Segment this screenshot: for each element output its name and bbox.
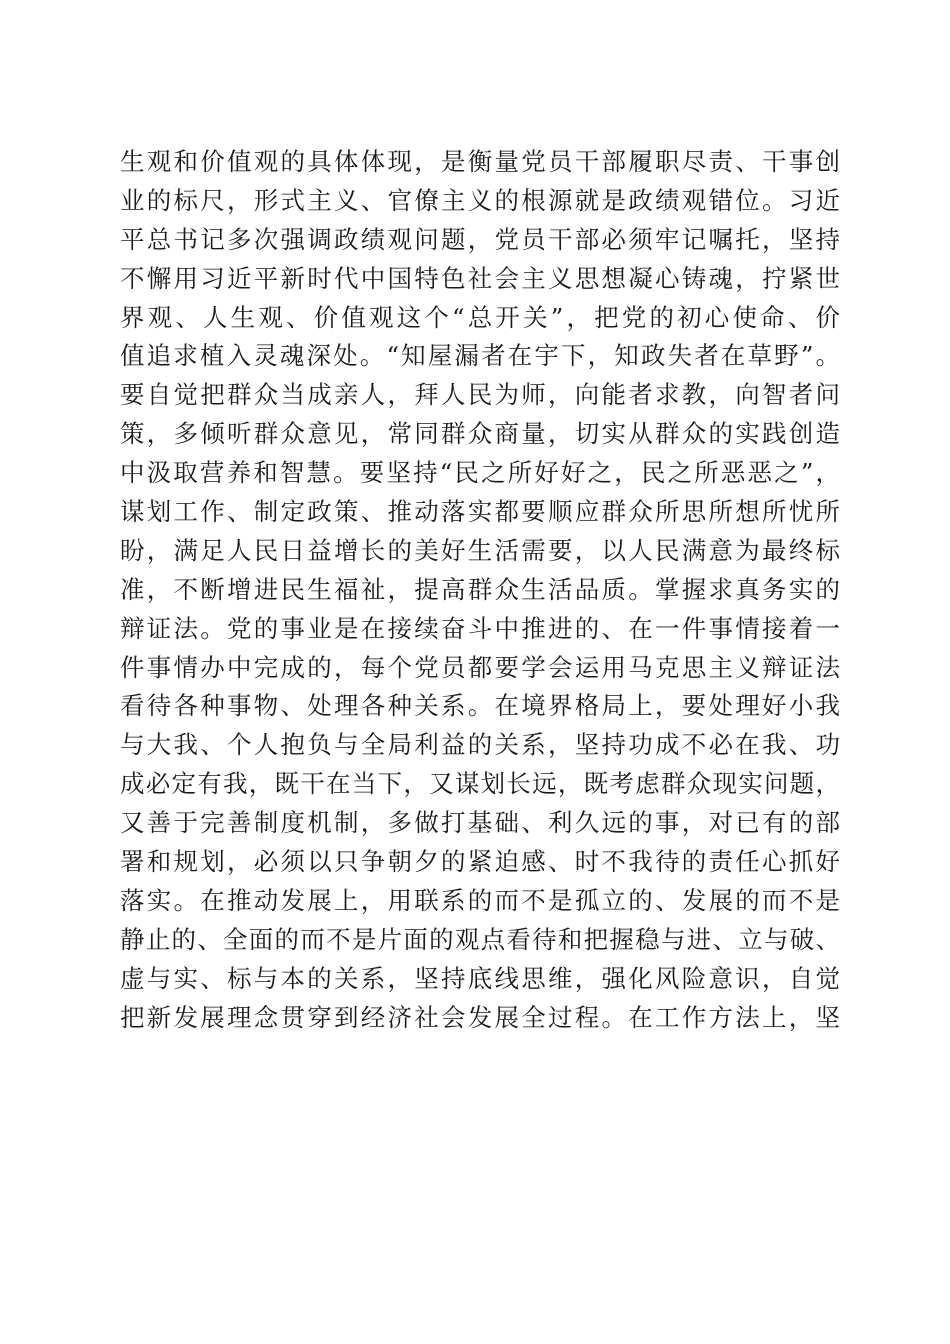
body-paragraph (120, 143, 840, 1037)
text-line: 看待各种事物、处理各种关系。在境界格局上，要处理好小我 (120, 691, 840, 721)
text-line: 把新发展理念贯穿到经济社会发展全过程。在工作方法上，坚 (120, 1002, 840, 1032)
text-line: 虚与实、标与本的关系，坚持底线思维，强化风险意识，自觉 (120, 963, 840, 993)
text-line: 平总书记多次强调政绩观问题，党员干部必须牢记嘱托，坚持 (120, 224, 840, 254)
text-line: 界观、人生观、价值观这个“总开关”，把党的初心使命、价 (120, 302, 840, 332)
text-line: 生观和价值观的具体体现，是衡量党员干部履职尽责、干事创 (120, 147, 840, 176)
text-line: 谋划工作、制定政策、推动落实都要顺应群众所思所想所忧所 (120, 497, 840, 527)
text-line: 策，多倾听群众意见，常同群众商量，切实从群众的实践创造 (120, 419, 840, 449)
text-line: 中汲取营养和智慧。要坚持“民之所好好之，民之所恶恶之”， (120, 458, 840, 488)
text-line: 盼，满足人民日益增长的美好生活需要，以人民满意为最终标 (120, 535, 840, 565)
text-line: 又善于完善制度机制，多做打基础、利久远的事，对已有的部 (120, 808, 840, 838)
text-line: 成必定有我，既干在当下，又谋划长远，既考虑群众现实问题， (120, 769, 840, 799)
text-line: 要自觉把群众当成亲人，拜人民为师，向能者求教，向智者问 (120, 380, 840, 410)
text-line: 业的标尺，形式主义、官僚主义的根源就是政绩观错位。习近 (120, 185, 840, 215)
text-line: 静止的、全面的而不是片面的观点看待和把握稳与进、立与破、 (120, 924, 840, 954)
text-line: 准，不断增进民生福祉，提高群众生活品质。掌握求真务实的 (120, 574, 840, 604)
text-line: 件事情办中完成的，每个党员都要学会运用马克思主义辩证法 (120, 652, 840, 682)
text-line: 落实。在推动发展上，用联系的而不是孤立的、发展的而不是 (120, 885, 840, 915)
text-line: 不懈用习近平新时代中国特色社会主义思想凝心铸魂，拧紧世 (120, 263, 840, 293)
text-line: 与大我、个人抱负与全局利益的关系，坚持功成不必在我、功 (120, 730, 840, 760)
text-line: 署和规划，必须以只争朝夕的紧迫感、时不我待的责任心抓好 (120, 847, 840, 877)
text-line: 值追求植入灵魂深处。“知屋漏者在宇下，知政失者在草野”。 (120, 341, 840, 371)
text-line: 辩证法。党的事业是在接续奋斗中推进的、在一件事情接着一 (120, 613, 840, 643)
